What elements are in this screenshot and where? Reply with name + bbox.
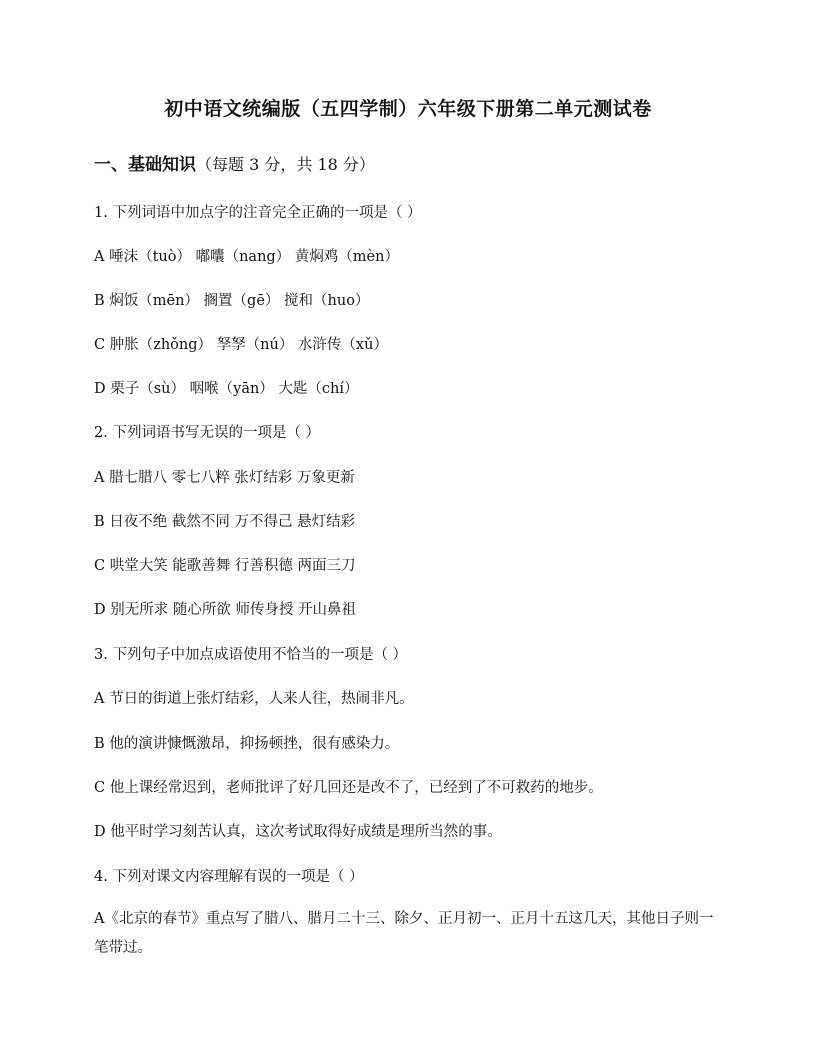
question-3-option-c: C 他上课经常迟到，老师批评了好几回还是改不了，已经到了不可救药的地步。 bbox=[94, 780, 603, 796]
question-1-option-a: A 唾沫（tuò） 嘟囔（nang） 黄焖鸡（mèn） bbox=[94, 249, 399, 265]
question-4-stem: 4. 下列对课文内容理解有误的一项是（ ） bbox=[94, 869, 364, 885]
question-4-option-a: A《北京的春节》重点写了腊八、腊月二十三、除夕、正月初一、正月十五这几天，其他日子则一笔带过。 bbox=[94, 911, 714, 956]
question-1-option-d: D 栗子（sù） 咽喉（yān） 大匙（chí） bbox=[94, 381, 359, 397]
question-3-stem: 3. 下列句子中加点成语使用不恰当的一项是（ ） bbox=[94, 647, 408, 663]
question-2-option-c: C 哄堂大笑 能歌善舞 行善积德 两面三刀 bbox=[94, 558, 356, 574]
question-2-option-a: A 腊七腊八 零七八粹 张灯结彩 万象更新 bbox=[94, 470, 355, 486]
section-title: 一、基础知识 bbox=[94, 155, 196, 175]
question-2-stem: 2. 下列词语书写无误的一项是（ ） bbox=[94, 425, 321, 441]
question-2-option-d: D 别无所求 随心所欲 师传身授 开山鼻祖 bbox=[94, 602, 357, 618]
section-score-note: （每题 3 分，共 18 分） bbox=[196, 155, 375, 174]
question-3-option-a: A 节日的街道上张灯结彩，人来人往，热闹非凡。 bbox=[94, 691, 414, 707]
question-1-option-b: B 焖饭（mēn） 搁置（gē） 搅和（huo） bbox=[94, 293, 370, 309]
question-1-option-c: C 肿胀（zhǒng） 孥孥（nú） 水浒传（xǔ） bbox=[94, 337, 388, 353]
question-3-option-b: B 他的演讲慷慨激昂，抑扬顿挫，很有感染力。 bbox=[94, 736, 400, 752]
page-title: 初中语文统编版（五四学制）六年级下册第二单元测试卷 bbox=[164, 98, 652, 120]
question-1-stem: 1. 下列词语中加点字的注音完全正确的一项是（ ） bbox=[94, 205, 422, 221]
question-2-option-b: B 日夜不绝 截然不同 万不得己 悬灯结彩 bbox=[94, 514, 356, 530]
question-3-option-d: D 他平时学习刻苦认真，这次考试取得好成绩是理所当然的事。 bbox=[94, 824, 502, 840]
section-heading bbox=[94, 150, 375, 175]
